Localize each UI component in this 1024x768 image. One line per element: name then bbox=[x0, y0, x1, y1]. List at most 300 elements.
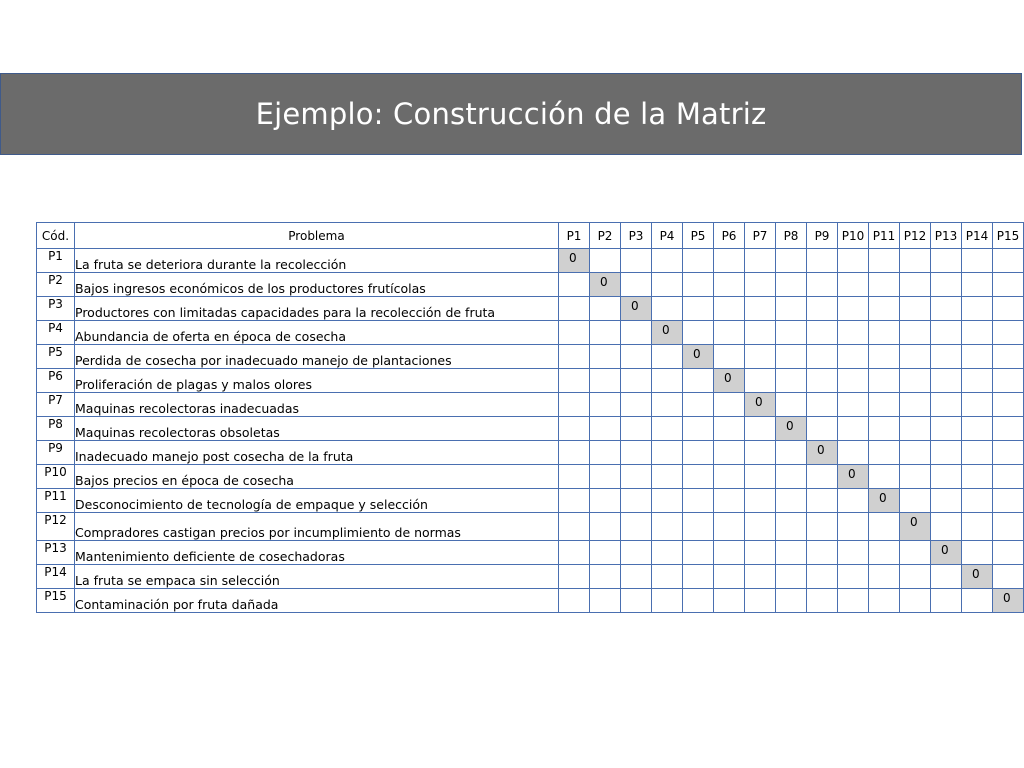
row-code: P10 bbox=[37, 465, 75, 489]
row-problem: Bajos ingresos económicos de los productores frutícolas bbox=[75, 273, 559, 297]
matrix-cell bbox=[559, 489, 590, 513]
matrix-cell bbox=[931, 345, 962, 369]
matrix-cell bbox=[993, 441, 1024, 465]
matrix-cell-diagonal bbox=[559, 249, 590, 273]
matrix-cell bbox=[652, 249, 683, 273]
header-col-p15: P15 bbox=[993, 223, 1024, 249]
row-code: P15 bbox=[37, 589, 75, 613]
matrix-cell bbox=[714, 441, 745, 465]
matrix-cell bbox=[745, 249, 776, 273]
matrix-cell bbox=[869, 465, 900, 489]
header-row bbox=[37, 223, 1024, 249]
matrix-cell bbox=[683, 393, 714, 417]
matrix-cell bbox=[993, 249, 1024, 273]
matrix-cell bbox=[590, 321, 621, 345]
matrix-cell bbox=[652, 513, 683, 541]
header-col-p13: P13 bbox=[931, 223, 962, 249]
matrix-cell bbox=[776, 589, 807, 613]
matrix-cell bbox=[776, 513, 807, 541]
matrix-cell bbox=[776, 393, 807, 417]
matrix-cell bbox=[838, 393, 869, 417]
table-row bbox=[37, 273, 1024, 297]
header-col-p11: P11 bbox=[869, 223, 900, 249]
matrix-cell-diagonal bbox=[962, 565, 993, 589]
matrix-cell bbox=[652, 441, 683, 465]
matrix-cell bbox=[683, 465, 714, 489]
row-code: P6 bbox=[37, 369, 75, 393]
matrix-cell bbox=[683, 273, 714, 297]
row-code: P5 bbox=[37, 345, 75, 369]
matrix-cell bbox=[869, 589, 900, 613]
table-row bbox=[37, 489, 1024, 513]
matrix-cell bbox=[962, 273, 993, 297]
matrix-cell bbox=[745, 369, 776, 393]
matrix-cell bbox=[900, 393, 931, 417]
matrix-cell bbox=[931, 441, 962, 465]
cell-value: 0 bbox=[972, 567, 980, 581]
table-row bbox=[37, 589, 1024, 613]
matrix-cell bbox=[931, 321, 962, 345]
matrix-cell bbox=[776, 541, 807, 565]
matrix-cell bbox=[559, 589, 590, 613]
matrix-cell bbox=[714, 297, 745, 321]
matrix-cell bbox=[714, 465, 745, 489]
matrix-cell bbox=[621, 441, 652, 465]
matrix-cell bbox=[931, 393, 962, 417]
matrix-cell bbox=[869, 541, 900, 565]
table-row bbox=[37, 393, 1024, 417]
table-row bbox=[37, 249, 1024, 273]
matrix-cell bbox=[745, 465, 776, 489]
matrix-cell bbox=[900, 321, 931, 345]
row-problem: Inadecuado manejo post cosecha de la fruta bbox=[75, 441, 559, 465]
matrix-cell bbox=[869, 441, 900, 465]
matrix-cell-diagonal bbox=[745, 393, 776, 417]
row-problem: Contaminación por fruta dañada bbox=[75, 589, 559, 613]
matrix-cell bbox=[714, 589, 745, 613]
row-problem: Productores con limitadas capacidades para la recolección de fruta bbox=[75, 297, 559, 321]
matrix-cell bbox=[838, 273, 869, 297]
matrix-cell bbox=[621, 417, 652, 441]
matrix-cell bbox=[993, 297, 1024, 321]
header-col-p14: P14 bbox=[962, 223, 993, 249]
matrix-cell bbox=[683, 321, 714, 345]
matrix-cell bbox=[621, 273, 652, 297]
matrix-cell bbox=[621, 465, 652, 489]
row-code: P3 bbox=[37, 297, 75, 321]
matrix-cell bbox=[776, 297, 807, 321]
matrix-cell bbox=[807, 489, 838, 513]
matrix-cell-diagonal bbox=[807, 441, 838, 465]
matrix-cell bbox=[745, 489, 776, 513]
matrix-cell bbox=[745, 441, 776, 465]
matrix-cell bbox=[900, 589, 931, 613]
matrix-cell bbox=[838, 321, 869, 345]
matrix-cell bbox=[745, 273, 776, 297]
cell-value: 0 bbox=[848, 467, 856, 481]
matrix-cell bbox=[714, 249, 745, 273]
matrix-cell bbox=[807, 297, 838, 321]
matrix-cell bbox=[652, 417, 683, 441]
cell-value: 0 bbox=[755, 395, 763, 409]
matrix-cell bbox=[683, 297, 714, 321]
matrix-cell bbox=[900, 541, 931, 565]
matrix-cell bbox=[838, 565, 869, 589]
row-problem: Proliferación de plagas y malos olores bbox=[75, 369, 559, 393]
cell-value: 0 bbox=[879, 491, 887, 505]
matrix-cell bbox=[900, 417, 931, 441]
matrix-cell bbox=[652, 565, 683, 589]
matrix-cell bbox=[838, 249, 869, 273]
table-row bbox=[37, 565, 1024, 589]
matrix-cell bbox=[683, 565, 714, 589]
matrix-cell bbox=[652, 345, 683, 369]
matrix-cell bbox=[807, 273, 838, 297]
matrix-cell bbox=[993, 273, 1024, 297]
matrix-cell bbox=[807, 369, 838, 393]
matrix-cell bbox=[900, 369, 931, 393]
matrix-cell-diagonal bbox=[714, 369, 745, 393]
influence-matrix bbox=[36, 222, 1024, 613]
matrix-cell bbox=[559, 393, 590, 417]
matrix-cell bbox=[776, 441, 807, 465]
matrix-cell bbox=[807, 513, 838, 541]
header-col-p8: P8 bbox=[776, 223, 807, 249]
matrix-cell bbox=[714, 513, 745, 541]
matrix-cell bbox=[652, 297, 683, 321]
matrix-cell bbox=[621, 249, 652, 273]
matrix-cell-diagonal bbox=[900, 513, 931, 541]
matrix-cell-diagonal bbox=[931, 541, 962, 565]
matrix-cell bbox=[993, 393, 1024, 417]
matrix-cell bbox=[776, 565, 807, 589]
row-problem: Abundancia de oferta en época de cosecha bbox=[75, 321, 559, 345]
row-problem: La fruta se empaca sin selección bbox=[75, 565, 559, 589]
matrix-cell bbox=[714, 489, 745, 513]
matrix-cell bbox=[652, 393, 683, 417]
matrix-cell bbox=[590, 541, 621, 565]
matrix-cell bbox=[962, 417, 993, 441]
matrix-cell bbox=[776, 249, 807, 273]
matrix-cell bbox=[931, 417, 962, 441]
matrix-cell bbox=[807, 417, 838, 441]
row-code: P11 bbox=[37, 489, 75, 513]
matrix-cell bbox=[559, 297, 590, 321]
matrix-cell bbox=[993, 345, 1024, 369]
matrix-cell bbox=[869, 513, 900, 541]
matrix-cell-diagonal bbox=[838, 465, 869, 489]
matrix-cell bbox=[900, 273, 931, 297]
header-col-p2: P2 bbox=[590, 223, 621, 249]
row-problem: Maquinas recolectoras obsoletas bbox=[75, 417, 559, 441]
matrix-cell bbox=[745, 417, 776, 441]
header-col-p9: P9 bbox=[807, 223, 838, 249]
matrix-cell bbox=[652, 369, 683, 393]
matrix-cell bbox=[590, 249, 621, 273]
row-code: P8 bbox=[37, 417, 75, 441]
matrix-cell bbox=[714, 417, 745, 441]
matrix-cell bbox=[993, 541, 1024, 565]
matrix-cell bbox=[745, 513, 776, 541]
matrix-cell bbox=[590, 393, 621, 417]
matrix-cell bbox=[559, 345, 590, 369]
row-problem: Desconocimiento de tecnología de empaque y selección bbox=[75, 489, 559, 513]
table-row bbox=[37, 541, 1024, 565]
matrix-cell bbox=[559, 465, 590, 489]
row-code: P2 bbox=[37, 273, 75, 297]
matrix-cell bbox=[559, 321, 590, 345]
matrix-cell bbox=[807, 565, 838, 589]
matrix-cell-diagonal bbox=[652, 321, 683, 345]
matrix-cell bbox=[559, 565, 590, 589]
matrix-cell bbox=[931, 297, 962, 321]
matrix-cell bbox=[745, 297, 776, 321]
header-col-p1: P1 bbox=[559, 223, 590, 249]
matrix-cell bbox=[962, 297, 993, 321]
cell-value: 0 bbox=[631, 299, 639, 313]
matrix-cell bbox=[931, 249, 962, 273]
matrix-cell-diagonal bbox=[776, 417, 807, 441]
matrix-cell bbox=[962, 489, 993, 513]
table-row bbox=[37, 297, 1024, 321]
matrix-cell bbox=[807, 249, 838, 273]
matrix-cell bbox=[590, 513, 621, 541]
row-problem: Maquinas recolectoras inadecuadas bbox=[75, 393, 559, 417]
matrix-cell bbox=[807, 465, 838, 489]
matrix-cell bbox=[838, 345, 869, 369]
header-col-p12: P12 bbox=[900, 223, 931, 249]
matrix-cell bbox=[590, 589, 621, 613]
matrix-cell bbox=[962, 589, 993, 613]
matrix-cell bbox=[993, 489, 1024, 513]
matrix-cell bbox=[776, 489, 807, 513]
matrix-cell bbox=[807, 345, 838, 369]
cell-value: 0 bbox=[786, 419, 794, 433]
matrix-cell bbox=[621, 393, 652, 417]
matrix-cell bbox=[745, 589, 776, 613]
matrix-cell bbox=[931, 273, 962, 297]
cell-value: 0 bbox=[693, 347, 701, 361]
cell-value: 0 bbox=[600, 275, 608, 289]
matrix-cell bbox=[962, 393, 993, 417]
matrix-cell bbox=[807, 321, 838, 345]
row-problem: La fruta se deteriora durante la recolección bbox=[75, 249, 559, 273]
matrix-cell bbox=[621, 321, 652, 345]
matrix-cell bbox=[652, 465, 683, 489]
matrix-cell bbox=[962, 465, 993, 489]
matrix-cell bbox=[869, 417, 900, 441]
matrix-cell bbox=[621, 345, 652, 369]
header-problem: Problema bbox=[75, 223, 559, 249]
matrix-cell bbox=[931, 465, 962, 489]
matrix-cell bbox=[714, 541, 745, 565]
matrix-cell bbox=[745, 541, 776, 565]
cell-value: 0 bbox=[910, 515, 918, 529]
matrix-cell bbox=[900, 345, 931, 369]
matrix-cell bbox=[652, 589, 683, 613]
matrix-cell bbox=[900, 489, 931, 513]
row-code: P1 bbox=[37, 249, 75, 273]
matrix-cell bbox=[869, 565, 900, 589]
matrix-cell bbox=[559, 417, 590, 441]
matrix-cell bbox=[931, 369, 962, 393]
matrix-cell bbox=[869, 345, 900, 369]
matrix-cell bbox=[745, 321, 776, 345]
matrix-cell bbox=[683, 417, 714, 441]
cell-value: 0 bbox=[569, 251, 577, 265]
matrix-cell bbox=[962, 441, 993, 465]
matrix-cell bbox=[714, 345, 745, 369]
title-banner bbox=[0, 73, 1022, 155]
matrix-cell bbox=[714, 273, 745, 297]
row-problem: Perdida de cosecha por inadecuado manejo de plantaciones bbox=[75, 345, 559, 369]
matrix-cell bbox=[993, 513, 1024, 541]
header-col-p7: P7 bbox=[745, 223, 776, 249]
matrix-cell bbox=[962, 321, 993, 345]
matrix-cell-diagonal bbox=[869, 489, 900, 513]
row-code: P14 bbox=[37, 565, 75, 589]
header-col-p6: P6 bbox=[714, 223, 745, 249]
matrix-cell bbox=[621, 369, 652, 393]
matrix-cell bbox=[776, 369, 807, 393]
matrix-cell-diagonal bbox=[590, 273, 621, 297]
table-row bbox=[37, 513, 1024, 541]
matrix-cell bbox=[993, 369, 1024, 393]
matrix-cell bbox=[807, 541, 838, 565]
matrix-cell bbox=[931, 589, 962, 613]
matrix-cell bbox=[962, 513, 993, 541]
matrix-cell bbox=[683, 589, 714, 613]
matrix-cell bbox=[931, 513, 962, 541]
matrix-cell-diagonal bbox=[683, 345, 714, 369]
matrix-cell bbox=[683, 441, 714, 465]
matrix-cell bbox=[559, 369, 590, 393]
matrix-cell bbox=[900, 297, 931, 321]
cell-value: 0 bbox=[817, 443, 825, 457]
matrix-cell bbox=[900, 565, 931, 589]
matrix-cell bbox=[590, 297, 621, 321]
matrix-cell bbox=[776, 345, 807, 369]
matrix-cell bbox=[869, 273, 900, 297]
matrix-cell bbox=[683, 489, 714, 513]
matrix-cell bbox=[590, 565, 621, 589]
matrix-cell bbox=[900, 465, 931, 489]
matrix-cell bbox=[683, 249, 714, 273]
cell-value: 0 bbox=[1003, 591, 1011, 605]
header-col-p10: P10 bbox=[838, 223, 869, 249]
matrix-cell-diagonal bbox=[993, 589, 1024, 613]
table-row bbox=[37, 417, 1024, 441]
matrix-cell bbox=[993, 565, 1024, 589]
matrix-cell bbox=[776, 273, 807, 297]
matrix-cell bbox=[621, 565, 652, 589]
matrix-cell bbox=[993, 321, 1024, 345]
matrix-cell bbox=[683, 541, 714, 565]
matrix-cell bbox=[621, 541, 652, 565]
row-code: P7 bbox=[37, 393, 75, 417]
matrix-cell bbox=[962, 541, 993, 565]
matrix-cell bbox=[559, 513, 590, 541]
matrix-cell bbox=[621, 489, 652, 513]
row-code: P9 bbox=[37, 441, 75, 465]
matrix-cell bbox=[900, 441, 931, 465]
matrix-cell bbox=[869, 249, 900, 273]
matrix-cell bbox=[559, 441, 590, 465]
cell-value: 0 bbox=[941, 543, 949, 557]
matrix-cell bbox=[807, 589, 838, 613]
matrix-cell bbox=[993, 465, 1024, 489]
row-code: P4 bbox=[37, 321, 75, 345]
header-col-p3: P3 bbox=[621, 223, 652, 249]
row-problem: Mantenimiento deficiente de cosechadoras bbox=[75, 541, 559, 565]
matrix-cell bbox=[869, 369, 900, 393]
matrix-cell bbox=[559, 541, 590, 565]
matrix-cell bbox=[652, 273, 683, 297]
matrix-cell bbox=[652, 489, 683, 513]
matrix-cell bbox=[621, 513, 652, 541]
table-row bbox=[37, 369, 1024, 393]
matrix-cell bbox=[838, 441, 869, 465]
matrix-cell bbox=[900, 249, 931, 273]
cell-value: 0 bbox=[662, 323, 670, 337]
row-problem: Bajos precios en época de cosecha bbox=[75, 465, 559, 489]
matrix-cell bbox=[714, 393, 745, 417]
matrix-cell bbox=[931, 565, 962, 589]
matrix-cell bbox=[869, 321, 900, 345]
table-row bbox=[37, 441, 1024, 465]
matrix-cell bbox=[745, 565, 776, 589]
matrix-cell bbox=[993, 417, 1024, 441]
header-col-p4: P4 bbox=[652, 223, 683, 249]
matrix-cell bbox=[962, 249, 993, 273]
matrix-cell bbox=[745, 345, 776, 369]
matrix-cell bbox=[590, 417, 621, 441]
matrix-cell bbox=[838, 489, 869, 513]
matrix-cell bbox=[652, 541, 683, 565]
header-code: Cód. bbox=[37, 223, 75, 249]
row-code: P12 bbox=[37, 513, 75, 541]
table-row bbox=[37, 345, 1024, 369]
row-code: P13 bbox=[37, 541, 75, 565]
matrix-cell bbox=[590, 465, 621, 489]
matrix-cell bbox=[714, 321, 745, 345]
table-row bbox=[37, 465, 1024, 489]
matrix-cell bbox=[590, 345, 621, 369]
matrix-cell bbox=[962, 369, 993, 393]
matrix-cell bbox=[683, 369, 714, 393]
matrix-cell bbox=[838, 297, 869, 321]
matrix-cell-diagonal bbox=[621, 297, 652, 321]
header-col-p5: P5 bbox=[683, 223, 714, 249]
matrix-cell bbox=[838, 417, 869, 441]
matrix-cell bbox=[776, 321, 807, 345]
matrix-cell bbox=[838, 541, 869, 565]
matrix-cell bbox=[869, 393, 900, 417]
matrix-cell bbox=[838, 369, 869, 393]
cell-value: 0 bbox=[724, 371, 732, 385]
matrix-cell bbox=[590, 441, 621, 465]
matrix-cell bbox=[559, 273, 590, 297]
matrix-cell bbox=[776, 465, 807, 489]
matrix-cell bbox=[683, 513, 714, 541]
slide-title: Ejemplo: Construcción de la Matriz bbox=[255, 97, 767, 131]
matrix-cell bbox=[714, 565, 745, 589]
matrix-cell bbox=[838, 513, 869, 541]
matrix-cell bbox=[869, 297, 900, 321]
matrix-cell bbox=[590, 369, 621, 393]
table-row bbox=[37, 321, 1024, 345]
matrix-cell bbox=[621, 589, 652, 613]
